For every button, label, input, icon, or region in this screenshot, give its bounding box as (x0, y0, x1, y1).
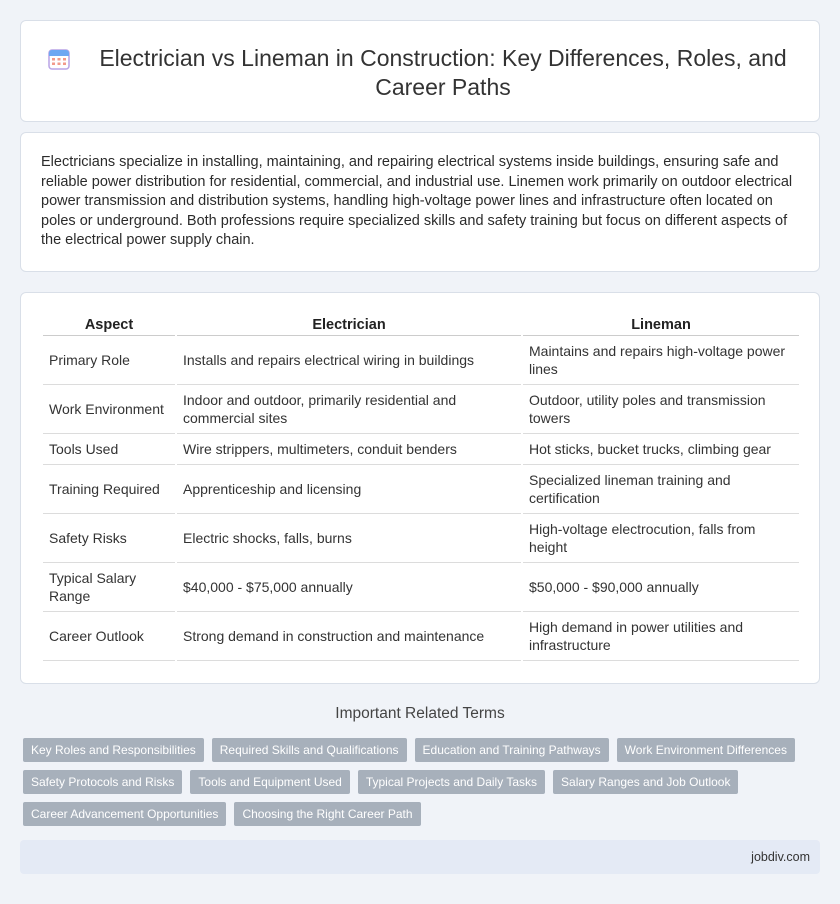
row-electrician: Installs and repairs electrical wiring in buildings (177, 336, 521, 385)
row-electrician: $40,000 - $75,000 annually (177, 563, 521, 612)
row-lineman: High-voltage electrocution, falls from height (523, 514, 799, 563)
row-lineman: Hot sticks, bucket trucks, climbing gear (523, 434, 799, 465)
row-aspect: Work Environment (43, 385, 175, 434)
row-aspect: Primary Role (43, 336, 175, 385)
row-electrician: Wire strippers, multimeters, conduit benders (177, 434, 521, 465)
row-lineman: High demand in power utilities and infrastructure (523, 612, 799, 661)
term-tag[interactable]: Education and Training Pathways (415, 738, 609, 762)
table-row (43, 434, 799, 465)
related-terms-heading: Important Related Terms (335, 705, 505, 722)
calendar-icon (47, 47, 71, 71)
header-aspect: Aspect (43, 313, 175, 336)
row-lineman: $50,000 - $90,000 annually (523, 563, 799, 612)
term-tag[interactable]: Work Environment Differences (617, 738, 795, 762)
row-electrician: Electric shocks, falls, burns (177, 514, 521, 563)
row-aspect: Typical Salary Range (43, 563, 175, 612)
table-row (43, 385, 799, 434)
intro-card (20, 132, 820, 272)
term-tag[interactable]: Key Roles and Responsibilities (23, 738, 204, 762)
term-tag[interactable]: Tools and Equipment Used (190, 770, 349, 794)
row-lineman: Maintains and repairs high-voltage power lines (523, 336, 799, 385)
row-electrician: Indoor and outdoor, primarily residential and commercial sites (177, 385, 521, 434)
row-aspect: Training Required (43, 465, 175, 514)
row-aspect: Tools Used (43, 434, 175, 465)
row-lineman: Specialized lineman training and certification (523, 465, 799, 514)
comparison-card (20, 292, 820, 684)
term-tag[interactable]: Salary Ranges and Job Outlook (553, 770, 738, 794)
intro-paragraph: Electricians specialize in installing, maintaining, and repairing electrical systems inside buildings, ensuring safe and reliable power distribution for residential, commercial, and industrial use. Linemen work primarily on outdoor electrical power transmission and distribution systems, handling high-voltage power lines and infrastructure often located on poles or underground. Both professions require specialized skills and safety training but focus on different aspects of the electrical power supply chain. (41, 154, 793, 248)
row-electrician: Apprenticeship and licensing (177, 465, 521, 514)
header-lineman: Lineman (523, 313, 799, 336)
header-electrician: Electrician (177, 313, 521, 336)
page-title: Electrician vs Lineman in Construction: Key Differences, Roles, and Career Paths (99, 45, 787, 100)
term-tag[interactable]: Typical Projects and Daily Tasks (358, 770, 545, 794)
table-header-row (43, 313, 799, 336)
title-card (20, 20, 820, 122)
footer-site-link[interactable]: jobdiv.com (751, 850, 810, 864)
table-row (43, 563, 799, 612)
term-tag[interactable]: Career Advancement Opportunities (23, 802, 226, 826)
term-tag[interactable]: Safety Protocols and Risks (23, 770, 182, 794)
term-tag[interactable]: Required Skills and Qualifications (212, 738, 407, 762)
term-tag[interactable]: Choosing the Right Career Path (234, 802, 420, 826)
table-row (43, 465, 799, 514)
row-aspect: Safety Risks (43, 514, 175, 563)
footer (20, 840, 820, 874)
table-row (43, 612, 799, 661)
related-terms-list (23, 738, 823, 826)
row-aspect: Career Outlook (43, 612, 175, 661)
comparison-table (41, 313, 801, 661)
table-row (43, 514, 799, 563)
row-lineman: Outdoor, utility poles and transmission towers (523, 385, 799, 434)
row-electrician: Strong demand in construction and maintenance (177, 612, 521, 661)
table-row (43, 336, 799, 385)
